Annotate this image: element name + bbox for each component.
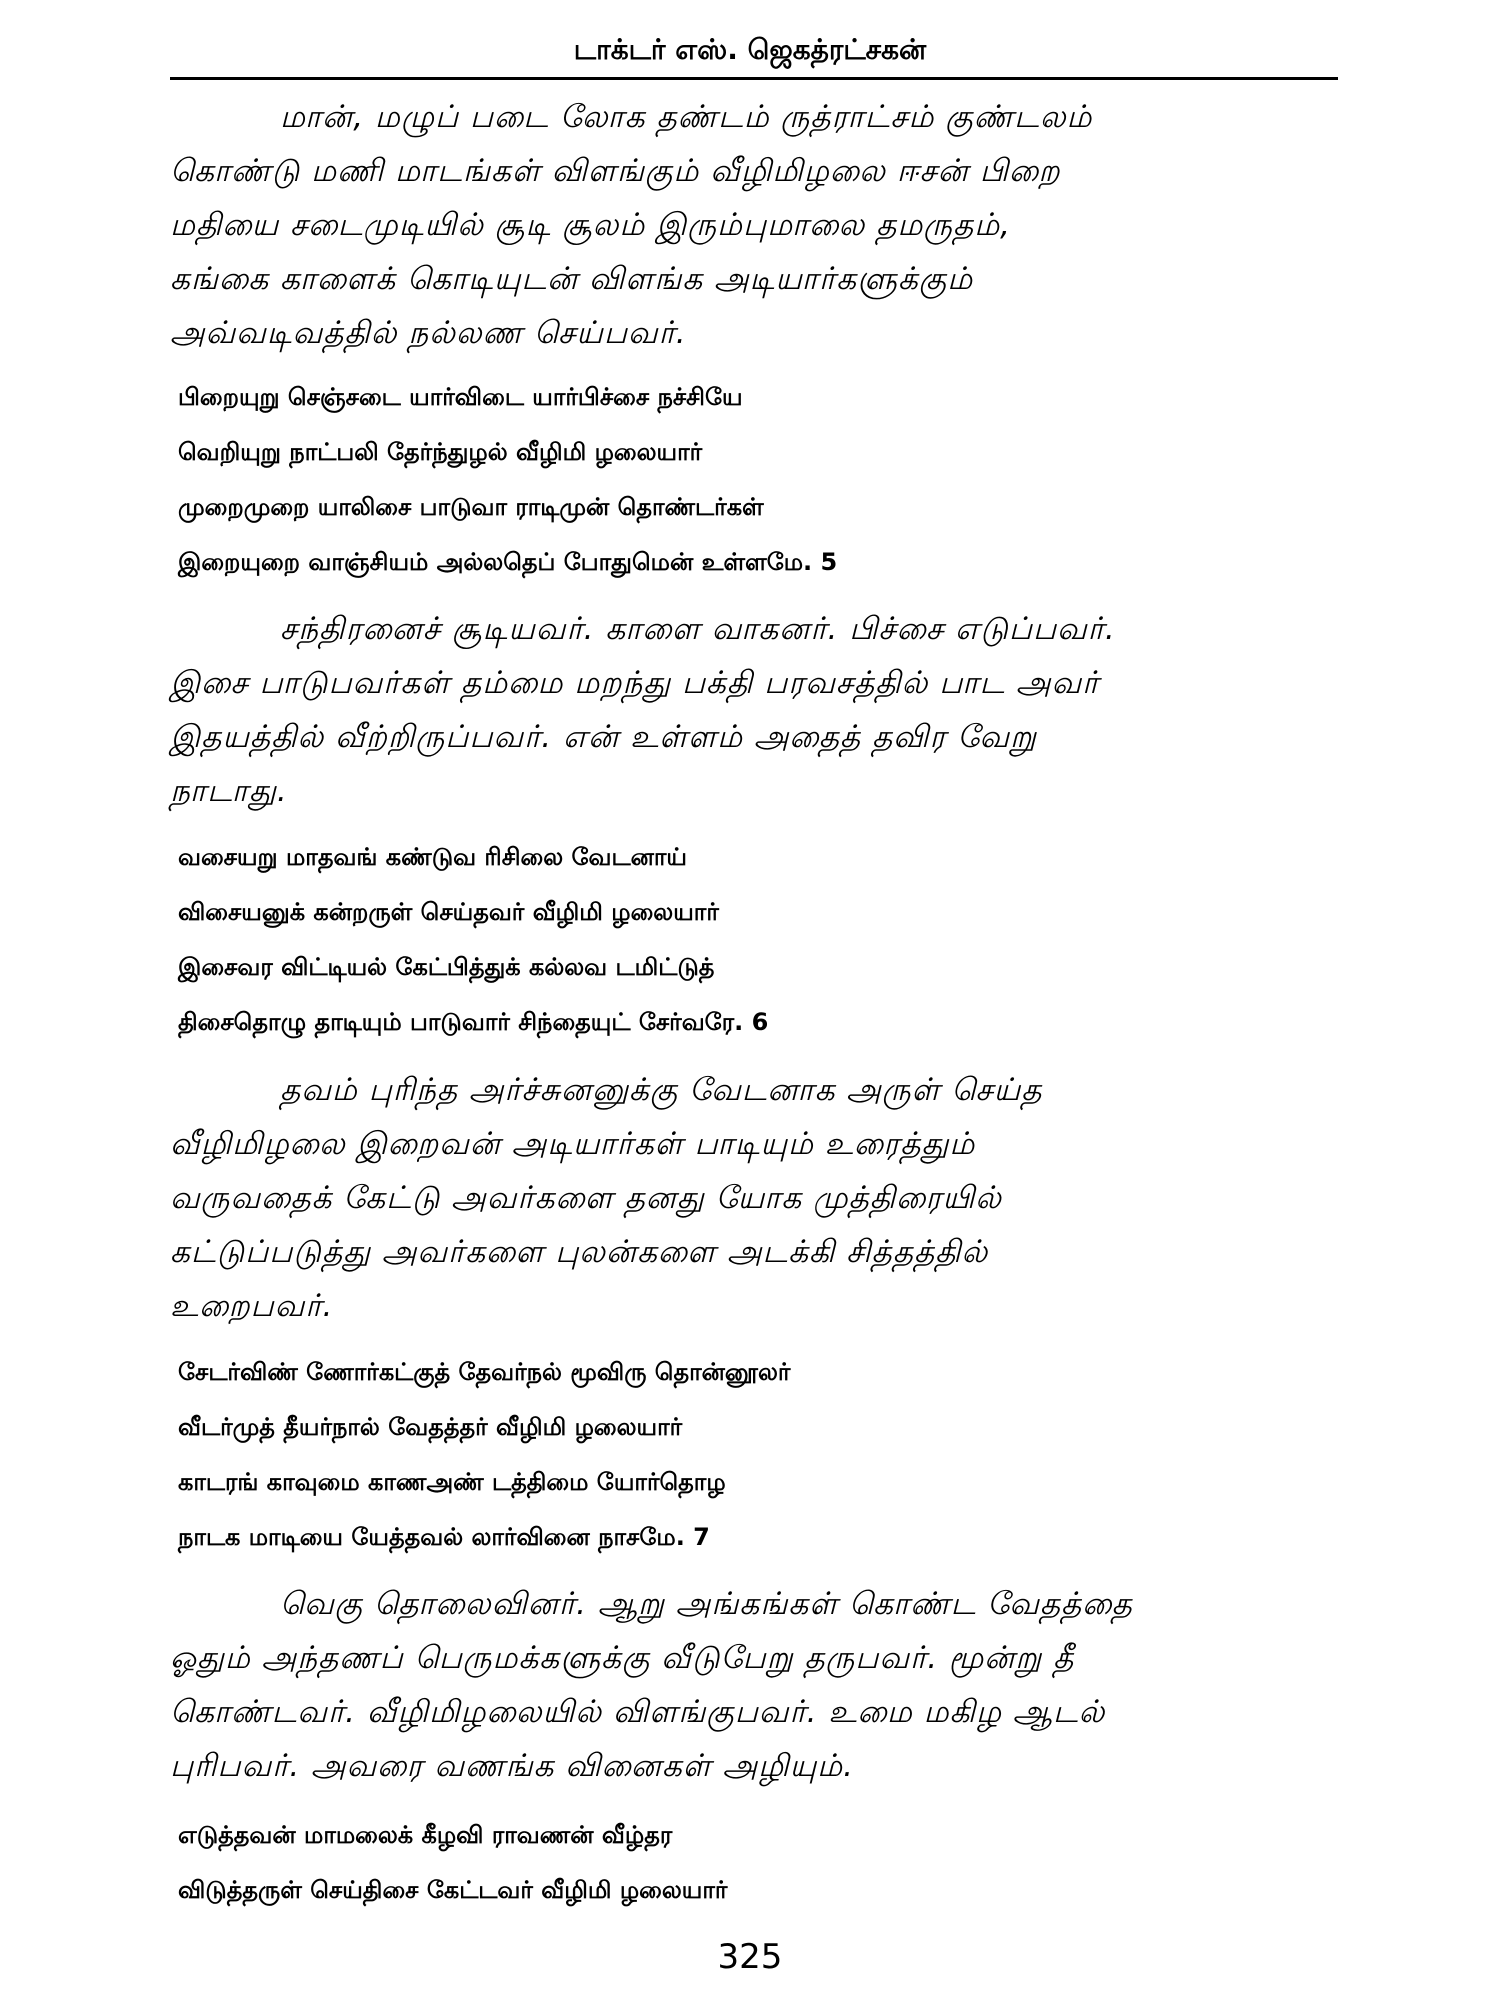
verse-line: எடுத்தவன் மாமலைக் கீழவி ராவணன் வீழ்தர <box>178 1821 673 1849</box>
verse-stanza <box>178 1345 1330 1565</box>
verse-line: சேடர்விண் ணோர்கட்குத் தேவர்நல் மூவிரு தொன்னூலர் <box>178 1358 791 1386</box>
commentary-paragraph <box>170 602 1338 818</box>
prose-line: கொண்டவர். வீழிமிழலையில் விளங்குபவர். உமை மகிழ ஆடல் <box>170 1694 1106 1730</box>
prose-line: இசை பாடுபவர்கள் தம்மை மறந்து பக்தி பரவசத்தில் பாட அவர் <box>170 665 1100 701</box>
page-number: 325 <box>717 1937 783 1977</box>
commentary-paragraph <box>170 90 1338 360</box>
verse-line: முறைமுறை யாலிசை பாடுவா ராடிமுன் தொண்டர்கள் <box>178 493 764 521</box>
commentary-paragraph <box>170 1577 1338 1793</box>
verse-line: பிறையுறு செஞ்சடை யார்விடை யார்பிச்சை நச்சியே <box>178 383 743 411</box>
prose-line: வெகு தொலைவினர். ஆறு அங்கங்கள் கொண்ட வேதத்தை <box>280 1586 1133 1622</box>
prose-line: வருவதைக் கேட்டு அவர்களை தனது யோக முத்திரையில் <box>170 1180 1002 1216</box>
prose-line: வீழிமிழலை இறைவன் அடியார்கள் பாடியும் உரைத்தும் <box>170 1126 976 1162</box>
verse-line: வீடர்முத் தீயர்நால் வேதத்தர் வீழிமி ழலையார் <box>178 1413 683 1441</box>
verse-line: இறையுறை வாஞ்சியம் அல்லதெப் போதுமென் உள்ளமே. 5 <box>178 548 838 576</box>
verse-line: காடரங் காவுமை காணஅண் டத்திமை யோர்தொழ <box>178 1468 726 1496</box>
verse-stanza <box>178 830 1330 1050</box>
prose-line: ஓதும் அந்தணப் பெருமக்களுக்கு வீடுபேறு தருபவர். மூன்று தீ <box>170 1640 1075 1676</box>
verse-line: திசைதொழு தாடியும் பாடுவார் சிந்தையுட் சேர்வரே. 6 <box>178 1008 769 1036</box>
prose-line: உறைபவர். <box>170 1288 334 1324</box>
prose-line: கட்டுப்படுத்து அவர்களை புலன்களை அடக்கி சித்தத்தில் <box>170 1234 989 1270</box>
prose-line: சந்திரனைச் சூடியவர். காளை வாகனர். பிச்சை எடுப்பவர். <box>280 611 1116 647</box>
prose-line: புரிபவர். அவரை வணங்க வினைகள் அழியும். <box>170 1748 854 1784</box>
verse-line: வசையறு மாதவங் கண்டுவ ரிசிலை வேடனாய் <box>178 843 687 871</box>
header-rule <box>170 77 1338 80</box>
prose-line: தவம் புரிந்த அர்ச்சுனனுக்கு வேடனாக அருள் செய்த <box>280 1072 1043 1108</box>
verse-line: நாடக மாடியை யேத்தவல் லார்வினை நாசமே. 7 <box>178 1523 710 1551</box>
prose-line: நாடாது. <box>170 773 288 809</box>
verse-line: வெறியுறு நாட்பலி தேர்ந்துழல் வீழிமி ழலையார் <box>178 438 703 466</box>
prose-line: கொண்டு மணி மாடங்கள் விளங்கும் வீழிமிழலை ஈசன் பிறை <box>170 153 1061 189</box>
prose-line: அவ்வடிவத்தில் நல்லண செய்பவர். <box>170 315 687 351</box>
prose-line: கங்கை காளைக் கொடியுடன் விளங்க அடியார்களுக்கும் <box>170 261 974 297</box>
prose-line: மான், மழுப் படை லோக தண்டம் ருத்ராட்சம் குண்டலம் <box>280 99 1093 135</box>
verse-stanza <box>178 370 1330 590</box>
running-header: டாக்டர் எஸ். ஜெகத்ரட்சகன் <box>573 33 927 66</box>
prose-line: இதயத்தில் வீற்றிருப்பவர். என் உள்ளம் அதைத் தவிர வேறு <box>170 719 1037 755</box>
verse-stanza <box>178 1808 1330 1918</box>
verse-line: விசையனுக் கன்றருள் செய்தவர் வீழிமி ழலையார் <box>178 898 719 926</box>
verse-line: இசைவர விட்டியல் கேட்பித்துக் கல்லவ டமிட்டுத் <box>178 953 715 981</box>
verse-line: விடுத்தருள் செய்திசை கேட்டவர் வீழிமி ழலையார் <box>178 1876 728 1904</box>
commentary-paragraph <box>170 1063 1338 1333</box>
prose-line: மதியை சடைமுடியில் சூடி சூலம் இரும்புமாலை தமருதம், <box>170 207 1011 243</box>
